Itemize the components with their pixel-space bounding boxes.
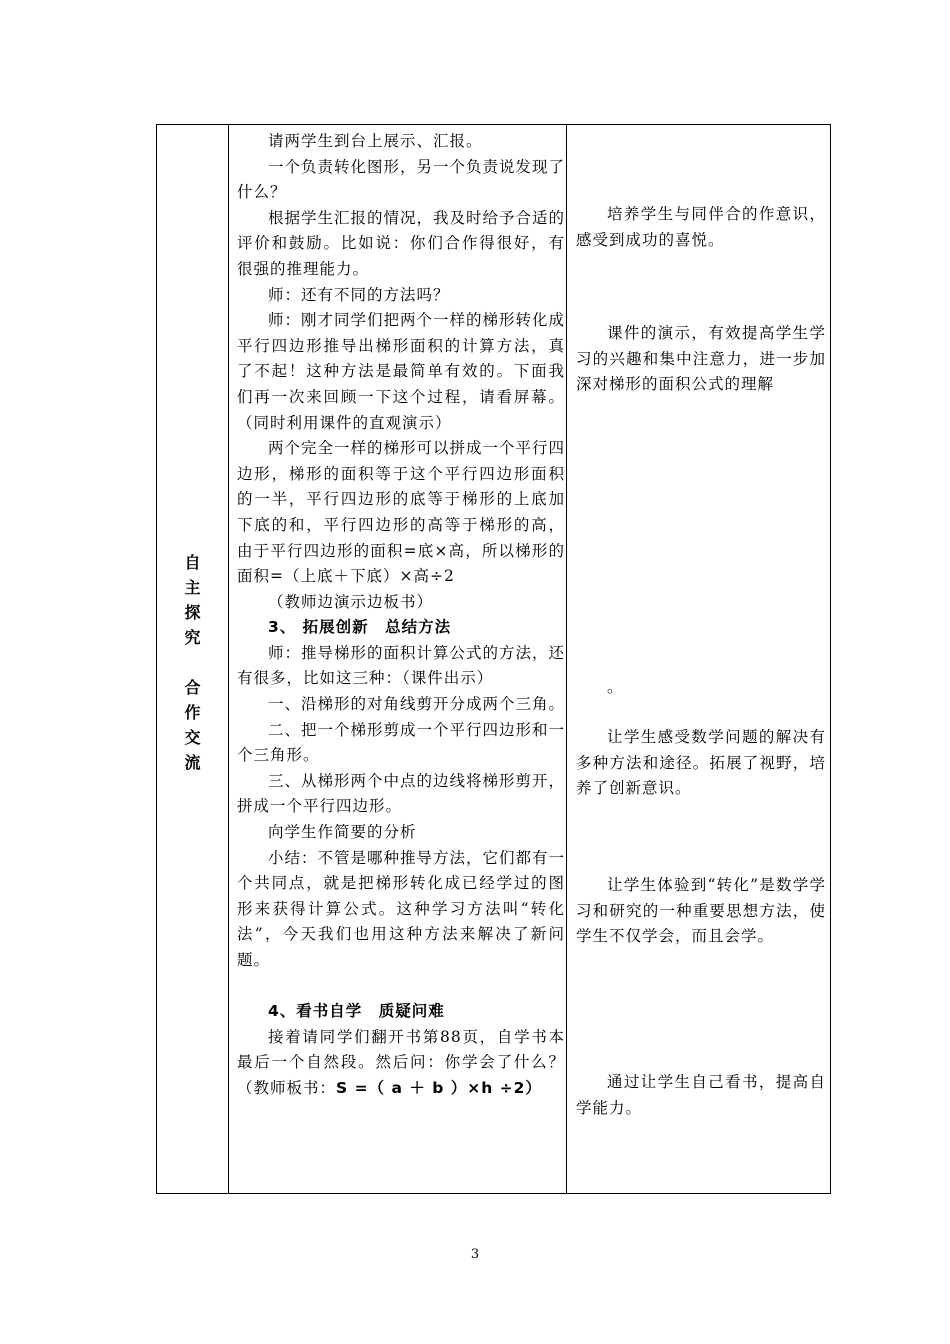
paragraph: 师：推导梯形的面积计算公式的方法，还有很多，比如这三种：（课件出示） — [237, 643, 566, 688]
paragraph: 二、把一个梯形剪成一个平行四边形和一个三角形。 — [237, 720, 566, 765]
design-intent-text: 。 — [607, 678, 624, 696]
paragraph — [237, 1025, 565, 1102]
stage-char: 作 — [184, 703, 201, 722]
paragraph-text: 接着请同学们翻开书第88页，自学书本最后一个自然段。然后问：你学会了什么？（教师板书： — [237, 1027, 565, 1097]
stage-char: 究 — [184, 628, 201, 647]
paragraph: 两个完全一样的梯形可以拼成一个平行四边形，梯形的面积等于这个平行四边形面积的一半，平行四边形的底等于梯形的上底加下底的和，平行四边形的高等于梯形的高，由于平行四边形的面积=底×高，所以梯形的面积=（上底＋下底）×高÷2 — [237, 439, 566, 586]
page-number: 3 — [470, 1247, 480, 1262]
design-intent-4 — [576, 725, 826, 802]
design-intent-1 — [576, 202, 826, 253]
stage-char: 主 — [184, 578, 201, 597]
design-intent-text: 让学生感受数学问题的解决有多种方法和途径。拓展了视野，培养了创新意识。 — [576, 728, 826, 798]
section-heading-4: 4、看书自学 质疑问难 — [268, 1002, 445, 1021]
section-heading-3: 3、 拓展创新 总结方法 — [268, 618, 452, 637]
design-intent-3 — [576, 675, 826, 701]
paragraph: 师：刚才同学们把两个一样的梯形转化成平行四边形推导出梯形面积的计算方法，真了不起！这种方法是最简单有效的。下面我们再一次来回顾一下这个过程，请看屏幕。（同时利用课件的直观演示） — [237, 311, 566, 432]
stage-char: 探 — [184, 603, 201, 622]
paragraph: 一、沿梯形的对角线剪开分成两个三角。 — [268, 695, 566, 714]
paragraph: 向学生作简要的分析 — [268, 823, 417, 842]
design-intent-text: 让学生体验到“转化”是数学学习和研究的一种重要思想方法，使学生不仅学会，而且会学。 — [576, 876, 826, 946]
design-intent-6 — [576, 1070, 826, 1121]
paragraph: 师：还有不同的方法吗？ — [268, 285, 450, 304]
teaching-process-column — [237, 129, 565, 1102]
paragraph: 根据学生汇报的情况，我及时给予合适的评价和鼓励。比如说：你们合作得很好，有很强的推理能力。 — [237, 208, 566, 278]
column-divider-right — [566, 125, 567, 1193]
design-intent-5 — [576, 873, 826, 950]
stage-char: 自 — [184, 553, 201, 572]
column-divider-left — [228, 125, 229, 1193]
area-formula: S =（ a ＋ b ）×h ÷2） — [336, 1078, 542, 1097]
stage-char: 交 — [184, 728, 201, 747]
paragraph: 小结：不管是哪种推导方法，它们都有一个共同点，就是把梯形转化成已经学过的图形来获得计算公式。这种学习方法叫“转化法”，今天我们也用这种方法来解决了新问题。 — [237, 848, 566, 969]
lesson-plan-table — [156, 124, 831, 1194]
stage-char: 流 — [184, 753, 201, 772]
paragraph: 请两学生到台上展示、汇报。 — [268, 132, 483, 150]
paragraph: 三、从梯形两个中点的边线将梯形剪开，拼成一个平行四边形。 — [237, 771, 566, 816]
design-intent-text: 课件的演示，有效提高学生学习的兴趣和集中注意力，进一步加深对梯形的面积公式的理解 — [576, 324, 826, 394]
paragraph: （教师边演示边板书） — [268, 592, 434, 611]
stage-char: 合 — [184, 678, 201, 697]
stage-label — [157, 550, 228, 775]
design-intent-2 — [576, 321, 826, 398]
paragraph: 一个负责转化图形，另一个负责说发现了什么？ — [237, 157, 566, 202]
design-intent-text: 培养学生与同伴合的作意识，感受到成功的喜悦。 — [576, 205, 826, 249]
design-intent-text: 通过让学生自己看书，提高自学能力。 — [576, 1073, 826, 1117]
